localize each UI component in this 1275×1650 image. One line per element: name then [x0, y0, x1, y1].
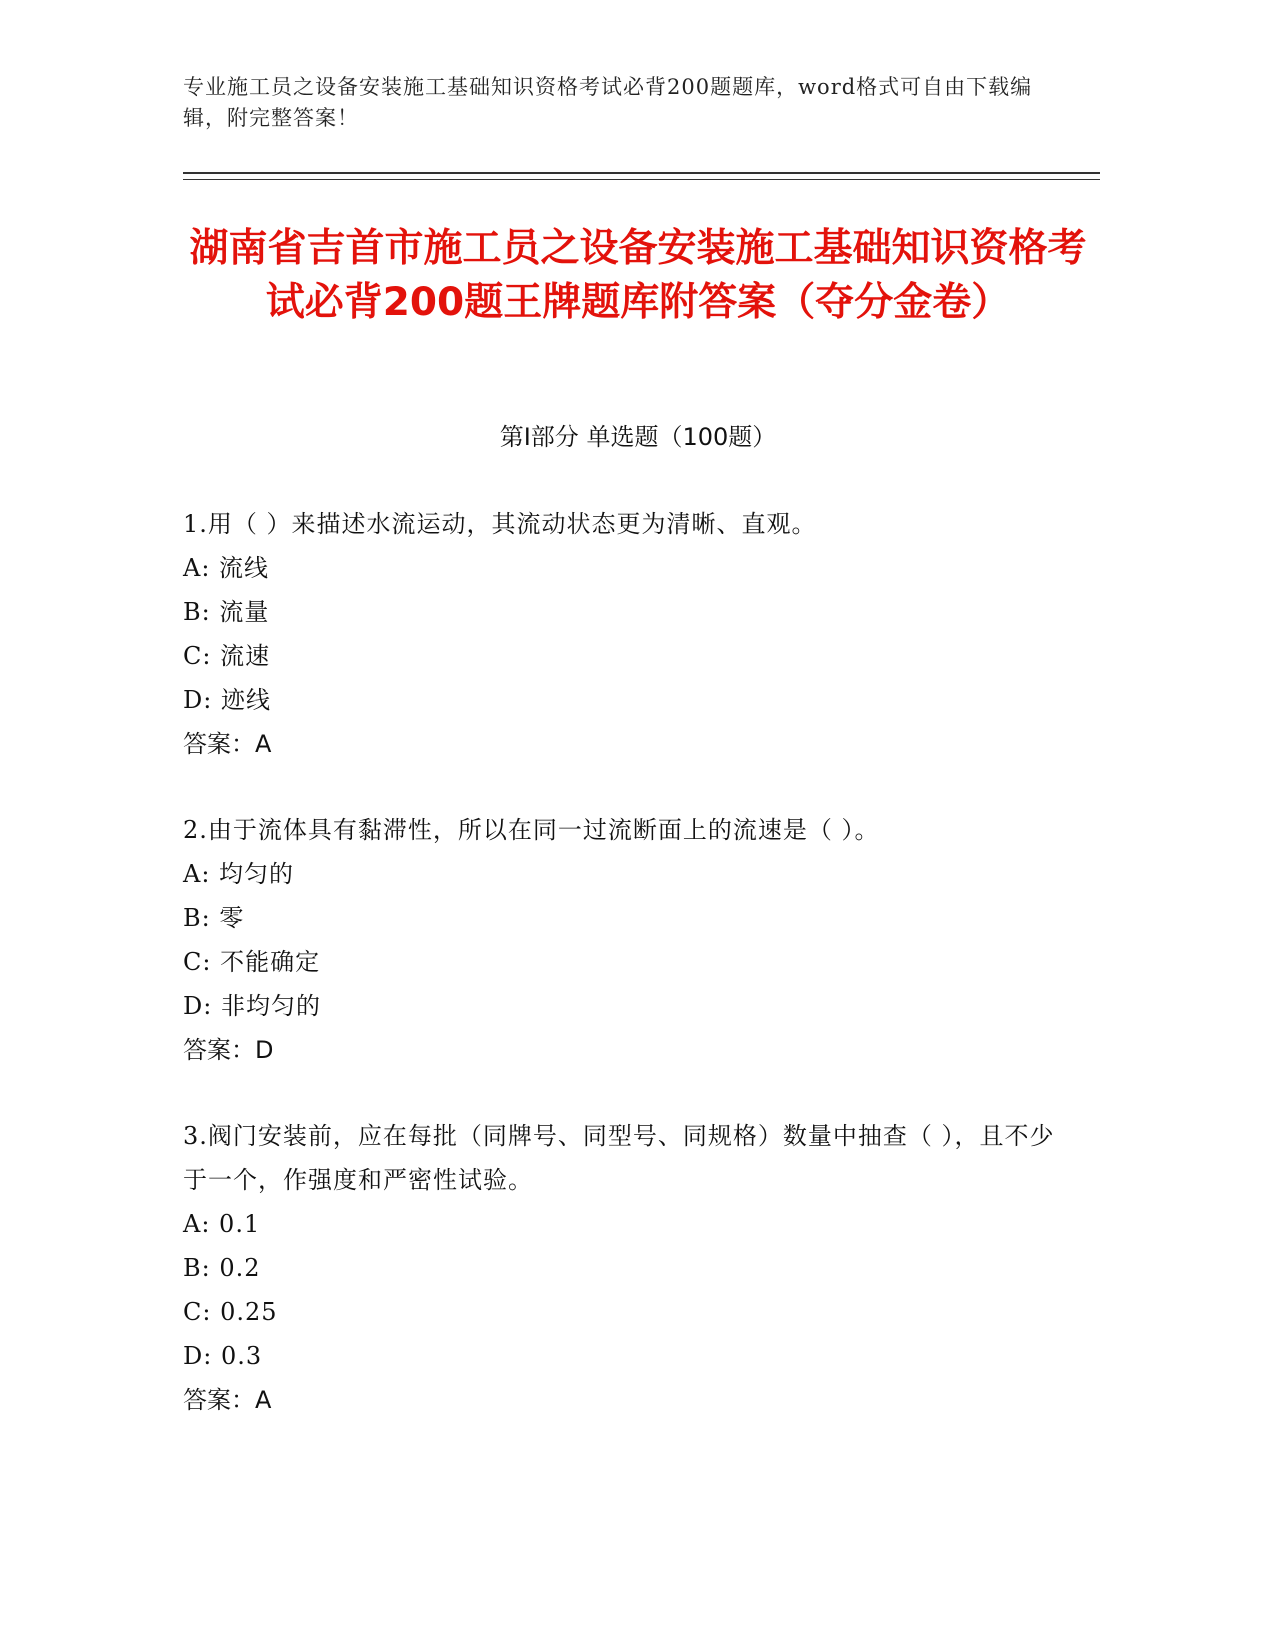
- option-b: B: 0.2: [183, 1254, 261, 1282]
- question-stem: 3.阀门安装前，应在每批（同牌号、同型号、同规格）数量中抽查（ ），且不少于一个，作强度和严密性试验。: [183, 1122, 1055, 1194]
- question-3: [183, 1114, 1063, 1422]
- option-a: A: 均匀的: [183, 860, 295, 888]
- option-d: D: 非均匀的: [183, 992, 321, 1020]
- question-1: [183, 502, 1063, 766]
- header-divider-thick: [183, 172, 1100, 174]
- option-c: C: 0.25: [183, 1298, 278, 1326]
- document-title: 湖南省吉首市施工员之设备安装施工基础知识资格考试必背200题王牌题库附答案（夺分金卷）: [189, 226, 1087, 325]
- option-b: B: 零: [183, 904, 245, 932]
- section-heading: 第I部分 单选题（100题）: [499, 423, 777, 451]
- option-c: C: 流速: [183, 642, 271, 670]
- header-divider-thin: [183, 179, 1100, 180]
- option-c: C: 不能确定: [183, 948, 321, 976]
- answer: 答案：A: [183, 1386, 272, 1414]
- question-stem: 1.用（ ）来描述水流运动，其流动状态更为清晰、直观。: [183, 510, 817, 538]
- option-b: B: 流量: [183, 598, 270, 626]
- option-d: D: 迹线: [183, 686, 271, 714]
- question-stem: 2.由于流体具有黏滞性，所以在同一过流断面上的流速是（ ）。: [183, 816, 880, 844]
- option-a: A: 0.1: [183, 1210, 261, 1238]
- question-2: [183, 808, 1063, 1072]
- option-a: A: 流线: [183, 554, 270, 582]
- header-note: 专业施工员之设备安装施工基础知识资格考试必背200题题库，word格式可自由下载编辑，附完整答案！: [183, 75, 1033, 130]
- answer: 答案：D: [183, 1036, 274, 1064]
- answer: 答案：A: [183, 730, 272, 758]
- option-d: D: 0.3: [183, 1342, 263, 1370]
